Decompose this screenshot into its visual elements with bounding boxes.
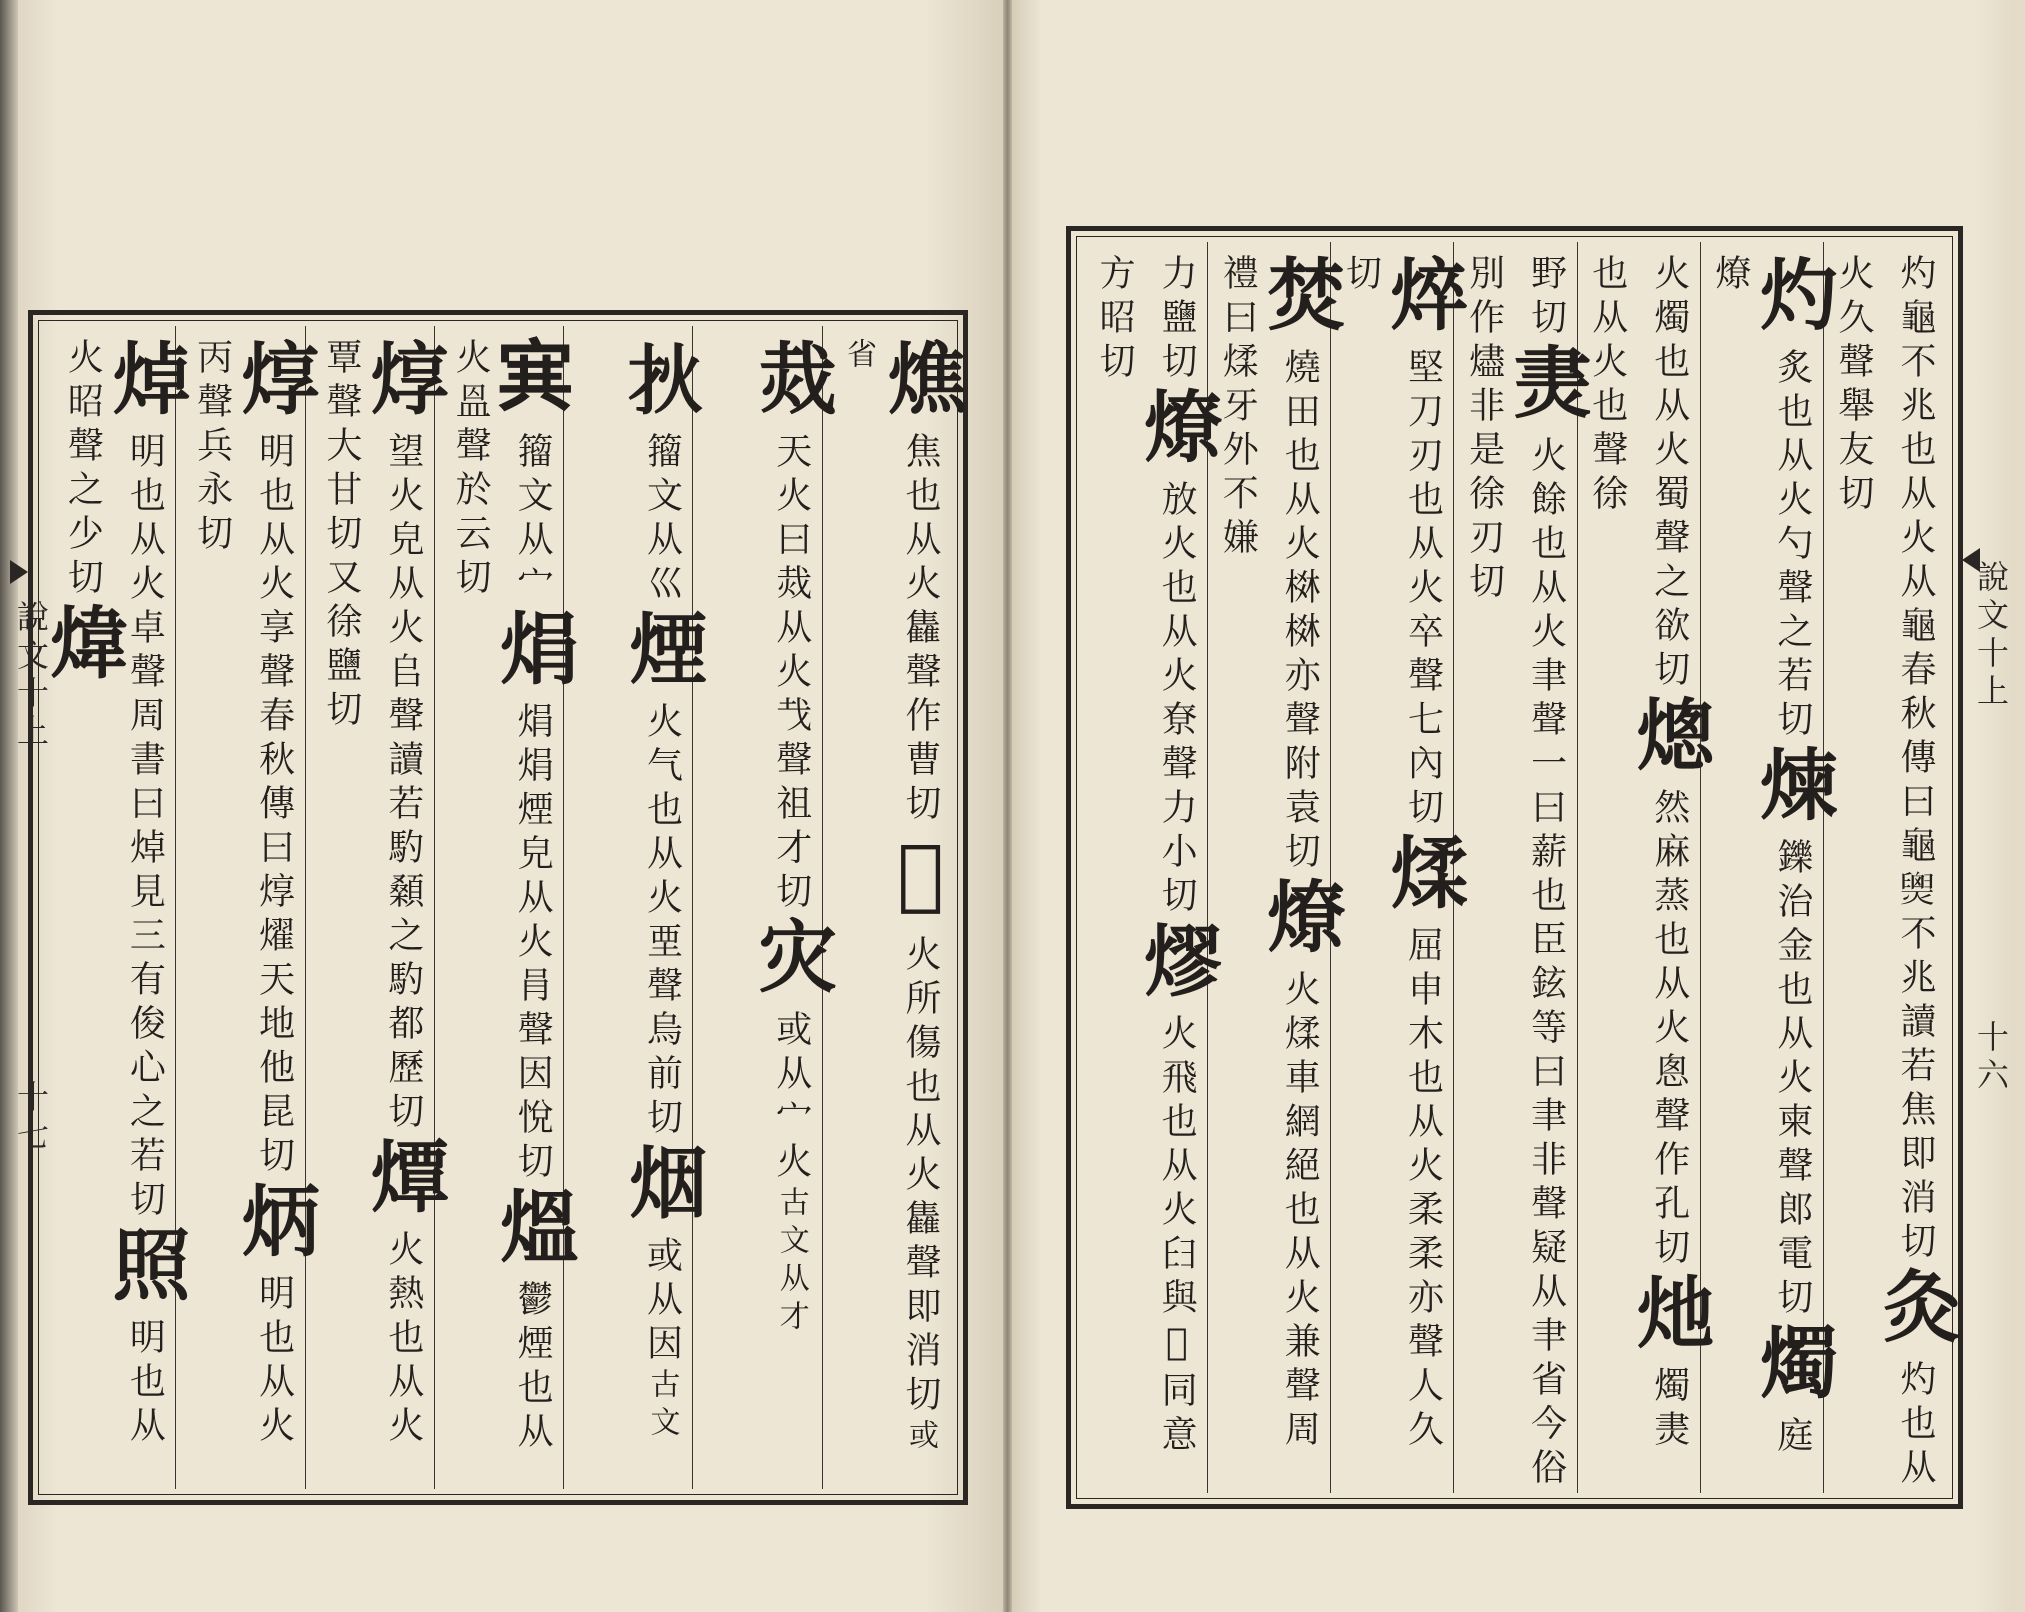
column-text: [439, 326, 579, 1489]
gloss-text: 火所傷也从火雥聲即消切: [900, 935, 941, 1419]
seal-character: 烟: [616, 1142, 708, 1236]
gloss-text: 庭燎: [1709, 254, 1813, 1460]
left-page-column: [822, 326, 966, 1489]
seal-character: 熅: [487, 1186, 579, 1280]
right-page-column: [1577, 242, 1715, 1493]
gloss-text: 天火曰烖从火𢦏聲祖才切: [770, 432, 812, 916]
right-page-column: [1823, 242, 1961, 1493]
column-text: [310, 326, 449, 1489]
seal-character: 焞: [228, 338, 320, 432]
column-text: [1576, 242, 1715, 1493]
note-text: 古文从才: [773, 1186, 809, 1338]
gloss-text: 火煣車網絕也从火兼聲周禮曰煣牙外不嫌: [1217, 254, 1321, 1454]
gloss-text: 灼也从火久聲舉友切: [1833, 254, 1936, 1492]
column-text: [1453, 242, 1592, 1493]
gloss-text: 明也从火丙聲兵永切: [191, 338, 295, 1450]
seal-character: 焯: [99, 338, 191, 432]
gloss-text: 焦也从火雥聲作曹切: [900, 432, 941, 828]
gloss-text: 望火皃从火𠂤聲讀若馰顙之馰都歷切: [382, 432, 424, 1136]
gloss-text: 或从宀火: [770, 1010, 812, 1186]
left-page-column: [37, 326, 191, 1489]
column-text: [616, 326, 708, 1489]
note-text: 古文: [644, 1368, 680, 1444]
seal-character: 㶳: [1500, 342, 1592, 436]
right-margin-title: 說文十上: [1972, 560, 2010, 712]
gloss-text: 火气也从火垔聲烏前切: [641, 702, 683, 1142]
right-page-column: [1330, 242, 1469, 1493]
gloss-text: 籀文从宀: [512, 432, 554, 608]
gloss-text: 籀文从巛: [641, 432, 683, 608]
seal-character: 熜: [1623, 694, 1715, 788]
gloss-text: 屈申木也从火柔柔亦聲人久切: [1340, 254, 1444, 1454]
column-text: [1822, 242, 1961, 1493]
seal-character: 煣: [1377, 832, 1469, 926]
column-text: [827, 326, 966, 1489]
gloss-text: 鑠治金也从火柬聲郎電切: [1771, 838, 1813, 1322]
right-page-column: [1700, 242, 1838, 1493]
gloss-text: 力鹽切: [1156, 254, 1198, 386]
left-page-columns: [37, 326, 966, 1489]
seal-character: 焚: [1254, 254, 1346, 348]
seal-character: 煒: [37, 602, 129, 696]
seal-character: 煉: [1746, 744, 1838, 838]
column-text: [1699, 242, 1838, 1493]
right-margin-page-number: 十六: [1972, 1020, 2010, 1096]
seal-character: 灼: [1746, 254, 1838, 348]
book-gutter: [1003, 0, 1012, 1612]
column-text: [1329, 242, 1469, 1493]
bleed-through: [138, 60, 202, 228]
seal-character: 燎: [1254, 876, 1346, 970]
gloss-text: 火燭也从火蜀聲之欲切: [1648, 254, 1690, 694]
left-margin-page-number: 十七: [12, 1080, 50, 1156]
gloss-text: 炙也从火勺聲之若切: [1771, 348, 1813, 744]
seal-character: 燎: [1131, 386, 1223, 480]
left-page-column: [175, 326, 320, 1489]
gloss-text: 火飛也从火𦥑與𤍽同意方昭切: [1094, 254, 1198, 1459]
left-page-column: [692, 326, 837, 1489]
seal-character: 𤆎: [616, 338, 708, 432]
seal-character: 燋: [875, 338, 966, 432]
column-text: [181, 326, 320, 1489]
seal-character: 炳: [228, 1180, 320, 1274]
seal-character: 焠: [1377, 254, 1469, 348]
seal-character: 灺: [1623, 1272, 1715, 1366]
seal-character: 煙: [616, 608, 708, 702]
column-text: [1206, 242, 1346, 1493]
seal-character: 灸: [1870, 1266, 1961, 1360]
left-margin-title: 說文十上: [12, 600, 50, 752]
gloss-text: 火餘也从火聿聲一曰薪也臣鉉等曰聿非聲疑从𦘒省今俗別作燼非是徐刃切: [1463, 254, 1567, 1492]
left-page-column: [563, 326, 708, 1489]
seal-character: 熮: [1131, 920, 1223, 1014]
seal-character: 照: [99, 1224, 191, 1318]
gloss-text: 野切: [1525, 254, 1567, 342]
gloss-text: 焆焆煙皃从火肙聲因悅切: [512, 702, 554, 1186]
column-text: [745, 326, 837, 1489]
gloss-text: 明也从火昭聲之少切: [62, 338, 166, 1450]
fold-mark-left: [10, 560, 28, 584]
gloss-text: 明也从火卓聲周書曰焯見三有俊心之若切: [124, 432, 166, 1224]
gloss-text: 火熱也从火覃聲大甘切又徐鹽切: [320, 338, 424, 1450]
left-page-column: [305, 326, 449, 1489]
seal-character: 燭: [1746, 1322, 1838, 1416]
gloss-text: 燒田也从火棥棥亦聲附袁切: [1279, 348, 1321, 876]
column-text: [37, 326, 191, 1489]
seal-character: 焆: [487, 608, 579, 702]
left-page-column: [434, 326, 579, 1489]
gloss-text: 放火也从火尞聲力小切: [1156, 480, 1198, 920]
gloss-text: 燭㶳也从火也聲徐: [1586, 254, 1690, 1454]
seal-character: 燂: [357, 1136, 449, 1230]
seal-character: 焞: [357, 338, 449, 432]
right-page-column: [1453, 242, 1592, 1493]
right-page-column: [1207, 242, 1346, 1493]
gloss-text: 灼龜不兆也从火从龜春秋傳曰龜𤐫不兆讀若焦即消切: [1895, 254, 1936, 1266]
seal-character: 烖: [745, 338, 837, 432]
column-text: [1083, 242, 1223, 1493]
gloss-text: 明也从火享聲春秋傳曰焞燿天地他昆切: [253, 432, 295, 1180]
gloss-text: 或从因: [641, 1236, 683, 1368]
seal-character: 灾: [745, 916, 837, 1010]
gloss-text: 堅刀刃也从火卒聲七內切: [1402, 348, 1444, 832]
gloss-text: 鬱煙也从火𥁕聲於云切: [450, 338, 554, 1456]
gloss-text: 然麻蒸也从火悤聲作孔切: [1648, 788, 1690, 1272]
seal-character: 𡨄: [487, 338, 579, 432]
right-page-column: [1084, 242, 1223, 1493]
seal-character: 𤍽: [875, 828, 966, 935]
right-page-columns: [1084, 242, 1961, 1493]
note-text: 或省: [841, 338, 938, 1457]
